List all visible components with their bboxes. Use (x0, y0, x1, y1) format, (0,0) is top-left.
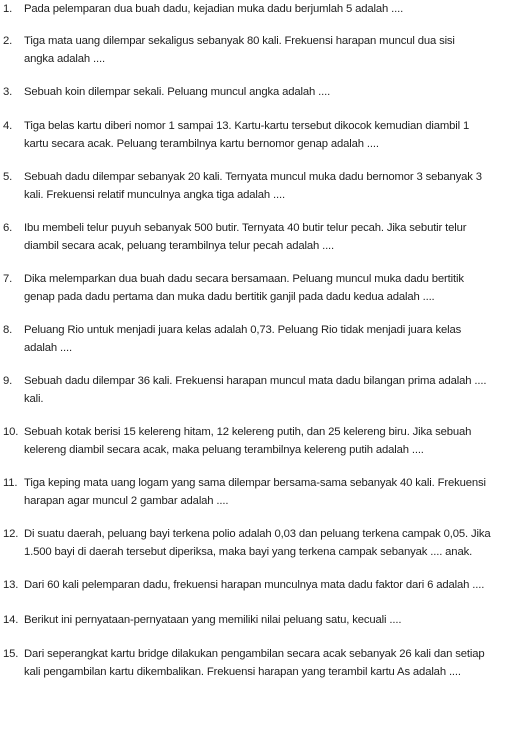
question-line: kelereng diambil secara acak, maka peluang terambilnya kelereng putih adalah .... (24, 444, 424, 456)
question-number: 3. (3, 86, 13, 98)
question-line: Dari 60 kali pelemparan dadu, frekuensi harapan munculnya mata dadu faktor dari 6 adalah .... (24, 579, 485, 591)
question-text (24, 525, 527, 561)
question-line: harapan agar muncul 2 gambar adalah .... (24, 495, 229, 507)
question-text (24, 168, 527, 204)
question-number: 8. (3, 324, 13, 336)
question-line: Sebuah dadu dilempar sebanyak 20 kali. Ternyata muncul muka dadu bernomor 3 sebanyak 3 (24, 171, 482, 183)
question-number: 15. (3, 648, 19, 660)
question-text (24, 219, 527, 255)
question-line: kartu secara acak. Peluang terambilnya kartu bernomor genap adalah .... (24, 138, 379, 150)
question-text (24, 611, 527, 629)
question-number: 7. (3, 273, 13, 285)
question-line: genap pada dadu pertama dan muka dadu bertitik ganjil pada dadu kedua adalah .... (24, 291, 435, 303)
question-line: adalah .... (24, 342, 72, 354)
question-number: 2. (3, 35, 13, 47)
question-line: Tiga keping mata uang logam yang sama dilempar bersama-sama sebanyak 40 kali. Frekuensi (24, 477, 486, 489)
question-text (24, 32, 527, 68)
question-line: Berikut ini pernyataan-pernyataan yang memiliki nilai peluang satu, kecuali .... (24, 614, 402, 626)
question-line: Sebuah dadu dilempar 36 kali. Frekuensi harapan muncul mata dadu bilangan prima adalah .... (24, 375, 487, 387)
question-line: kali. Frekuensi relatif munculnya angka tiga adalah .... (24, 189, 285, 201)
question-text (24, 117, 527, 153)
question-number: 4. (3, 120, 13, 132)
question-number: 6. (3, 222, 13, 234)
question-line: Tiga mata uang dilempar sekaligus sebanyak 80 kali. Frekuensi harapan muncul dua sisi (24, 35, 455, 47)
question-text (24, 372, 527, 408)
question-number: 13. (3, 579, 19, 591)
question-line: Sebuah koin dilempar sekali. Peluang muncul angka adalah .... (24, 86, 331, 98)
question-text (24, 0, 527, 18)
question-line: Sebuah kotak berisi 15 kelereng hitam, 12 kelereng putih, dan 25 kelereng biru. Jika sebuah (24, 426, 472, 438)
question-number: 12. (3, 528, 19, 540)
question-line: 1.500 bayi di daerah tersebut diperiksa, maka bayi yang terkena campak sebanyak .... anak. (24, 546, 473, 558)
question-number: 5. (3, 171, 13, 183)
question-line: kali. (24, 393, 44, 405)
question-text (24, 474, 527, 510)
question-line: Peluang Rio untuk menjadi juara kelas adalah 0,73. Peluang Rio tidak menjadi juara kelas (24, 324, 462, 336)
question-number: 9. (3, 375, 13, 387)
question-number: 14. (3, 614, 19, 626)
question-line: Tiga belas kartu diberi nomor 1 sampai 13. Kartu-kartu tersebut dikocok kemudian diambil 1 (24, 120, 470, 132)
question-text (24, 576, 527, 594)
question-line: Di suatu daerah, peluang bayi terkena polio adalah 0,03 dan peluang terkena campak 0,05. Jika (24, 528, 491, 540)
question-number: 11. (3, 477, 18, 489)
question-number: 1. (3, 3, 13, 15)
question-text (24, 321, 527, 357)
question-text (24, 645, 527, 681)
question-line: Dika melemparkan dua buah dadu secara bersamaan. Peluang muncul muka dadu bertitik (24, 273, 464, 285)
question-number: 10. (3, 426, 19, 438)
question-line: Ibu membeli telur puyuh sebanyak 500 butir. Ternyata 40 butir telur pecah. Jika sebutir telur (24, 222, 467, 234)
question-text (24, 83, 527, 101)
question-text (24, 270, 527, 306)
question-line: diambil secara acak, peluang terambilnya telur pecah adalah .... (24, 240, 335, 252)
question-line: Pada pelemparan dua buah dadu, kejadian muka dadu berjumlah 5 adalah .... (24, 3, 404, 15)
question-line: Dari seperangkat kartu bridge dilakukan pengambilan secara acak sebanyak 26 kali dan setiap (24, 648, 485, 660)
question-line: kali pengambilan kartu dikembalikan. Frekuensi harapan yang terambil kartu As adalah .... (24, 666, 461, 678)
question-text (24, 423, 527, 459)
question-line: angka adalah .... (24, 53, 105, 65)
